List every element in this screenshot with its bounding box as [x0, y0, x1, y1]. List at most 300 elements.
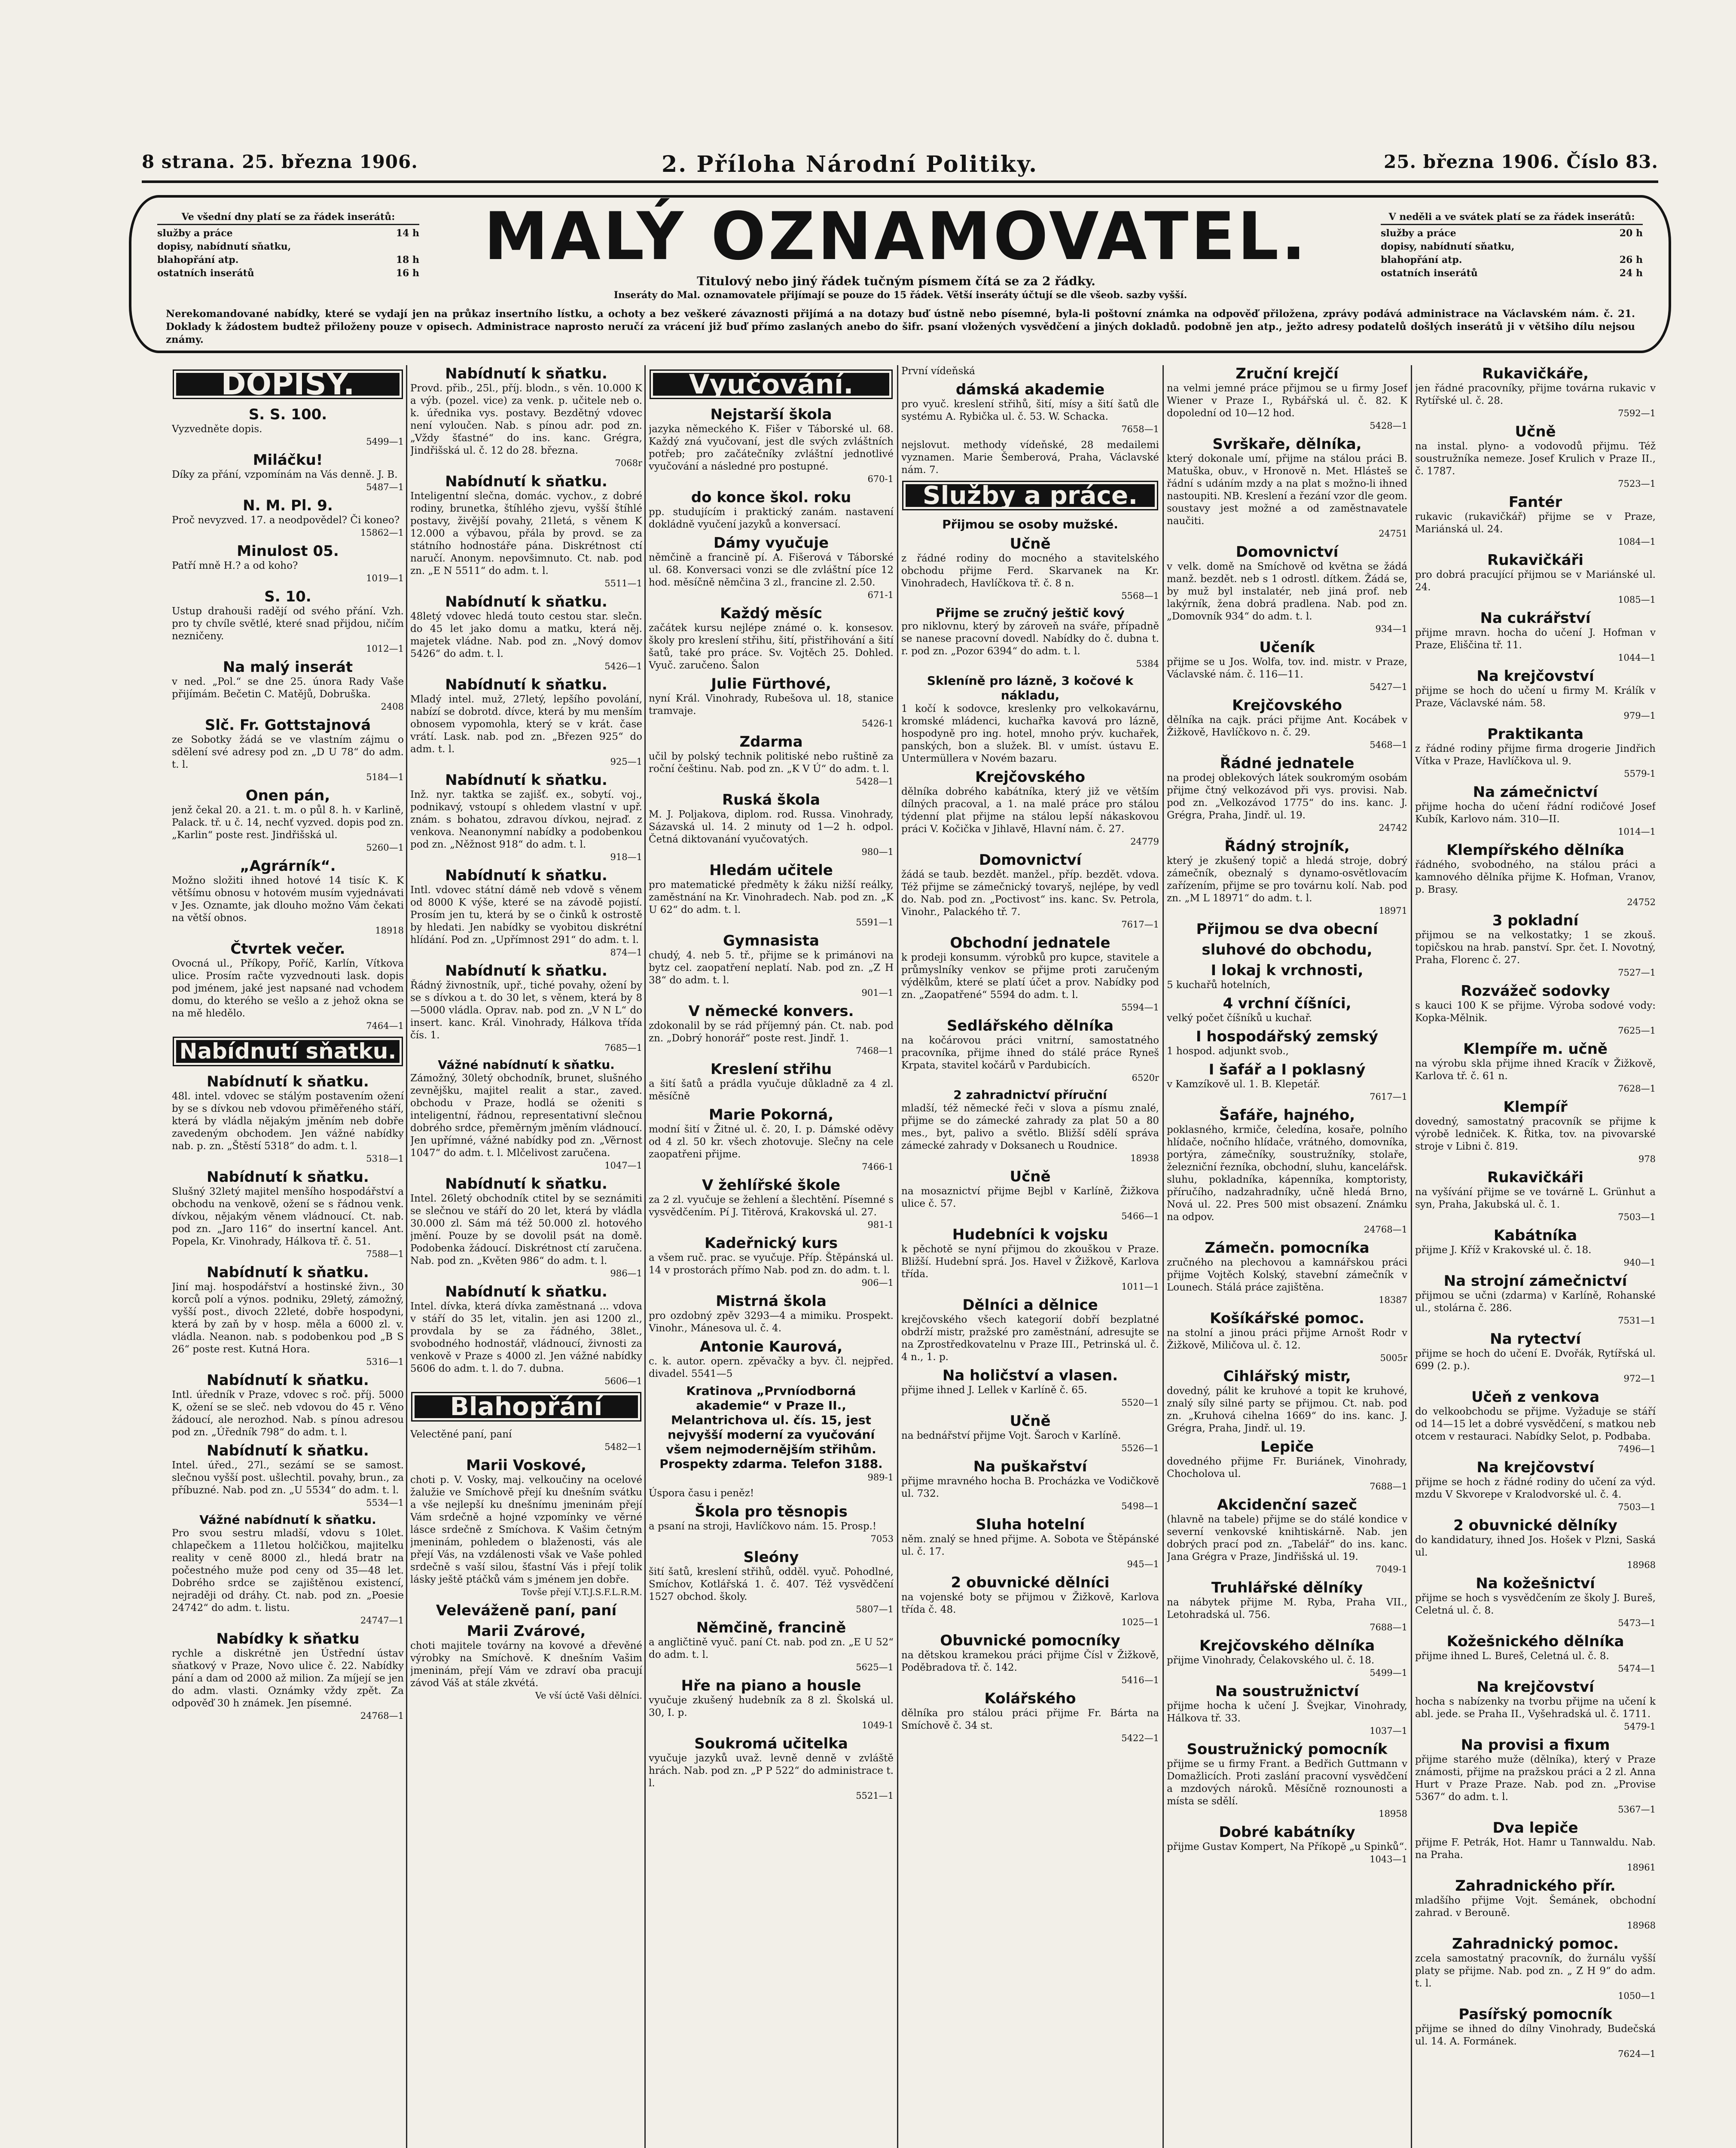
rate-label: dopisy, nabídnutí sňatku, [1381, 241, 1515, 252]
classified-ad [1415, 1678, 1656, 1733]
classified-ad [1167, 995, 1407, 1025]
ad-body: do kandidatury, ihned Jos. Hošek v Plzni, Saská ul. [1415, 1535, 1656, 1558]
classified-ad [1415, 2006, 1656, 2060]
holiday-rates-head: V neděli a ve svátek platí se za řádek inserátů: [1381, 211, 1643, 225]
ad-heading: Rukavičkáři [1487, 1169, 1583, 1186]
ad-body: jenž čekal 20. a 21. t. m. o půl 8. h. v Karlině, Palack. tř. u č. 14, nechť vyzved. dopis pod zn. „Karlin“ poste rest. Jindřišská ul. [172, 805, 404, 841]
ad-heading: Zámečn. pomocníka [1205, 1239, 1370, 1257]
ad-reference: 901—1 [861, 988, 894, 998]
ad-body: 1 hospod. adjunkt svob., [1167, 1046, 1289, 1057]
classified-ad [901, 535, 1159, 602]
classified-ad [901, 1413, 1159, 1455]
classified-ad [649, 791, 894, 858]
ad-heading: Na kožešnictví [1476, 1575, 1595, 1592]
ad-heading: Zdarma [739, 733, 803, 751]
ad-reference: 5520—1 [1121, 1397, 1159, 1408]
ad-body: Patří mně H.? a od koho? [172, 560, 298, 571]
ad-reference: 6520r [1132, 1073, 1159, 1083]
masthead-subtitle-2: Inseráty do Mal. oznamovatele přijímají se pouze do 15 řádek. Větší inseráty účtují se dle všeob. sazby vyšší. [613, 290, 1187, 301]
classified-ad [1167, 838, 1407, 917]
classified-ad [1415, 1517, 1656, 1571]
classified-ad [1167, 1107, 1407, 1236]
classified-ad [649, 489, 894, 531]
classified-ad [901, 1458, 1159, 1513]
ad-heading: Dva lepiče [1492, 1819, 1578, 1837]
ad-body: Slušný 32letý majitel menšího hospodářství a obchodu na venkově, ožení se s řádnou venk. dívkou, nějakým věnem vládnoucí. Ct. nab. pod zn. „Jaro 116“ do insertní kancel. Ant. Popela, Kr. Vinohrady, Hálkova tř. č. 51. [172, 1186, 404, 1247]
classified-ad [1415, 1575, 1656, 1629]
ad-body: přijme hocha k učení J. Švejkar, Vinohrady, Hálkova tř. 33. [1167, 1700, 1407, 1724]
ad-body: žádá se taub. bezdět. manžel., příp. bezdět. vdova. Též přijme se zámečnický tovaryš, nejlépe, by vedl do. Nab. pod zn. „Poctivost“ ins. kanc. Sv. Petrola, Vinohr., Palackého tř. 7. [901, 869, 1159, 918]
classified-ad [901, 1632, 1159, 1687]
classified-ad [410, 1058, 642, 1172]
ad-body: 48l. intel. vdovec se stálým postavením ožení by se s dívkou neb vdovou přiměřeného stáří, která by vládla nějakým jměním neb dobře zavedeným obchodem. Jen vážné nabídky nab. p. zn. „Štěstí 5318“ do adm. t. l. [172, 1091, 404, 1152]
classified-ad [649, 1503, 894, 1545]
ad-body: dělníka pro stálou práci přijme Fr. Bárta na Smíchově č. 34 st. [901, 1708, 1159, 1731]
ad-heading: Kratinova „Prvníodborná akademie“ v Praze II., Melantrichova ul. čís. 15, jest nejvyšší moderní za vyučování všem nejmodernějším střihům. Prospekty zdarma. Telefon 3188. [659, 1384, 883, 1471]
classified-ad [901, 1516, 1159, 1571]
ad-heading: Učně [1010, 1168, 1051, 1185]
ad-body: poklasného, krmiče, čeledína, kosaře, polního hlídače, nočního hlídače, vrátného, domovníka, portýra, zámečníky, soustružníky, stolaře, železniční řezníka, obchodní, sluhu, kancelářsk. sluhu, pokladníka, kápenníka, komptoristy, příručího, nadzahradníky, učně hledá Brno, Nová ul. 22. Pres 500 mist obsazení. Známku na odpov. [1167, 1124, 1407, 1223]
ad-body: a angličtině vyuč. paní Ct. nab. pod zn. „E U 52“ do adm. t. l. [649, 1637, 894, 1660]
ad-reference: 5591—1 [856, 917, 894, 928]
ad-reference: 7588—1 [366, 1249, 404, 1259]
ad-reference: 1043—1 [1370, 1854, 1407, 1864]
ad-reference: 5807—1 [856, 1604, 894, 1614]
ad-heading: I lokaj k vrchnosti, [1211, 962, 1364, 979]
ad-body: přijme se hoch do učení u firmy M. Králík v Praze, Václavské nám. 58. [1415, 685, 1656, 709]
ad-reference: Tovše přejí V.T.J.S.F.L.R.M. [521, 1587, 642, 1597]
ad-body: dovedný, samostatný pracovník se přijme k výrobě ledniček. K. Řitka, tov. na pivovarské stroje v Libni č. 819. [1415, 1116, 1656, 1152]
classified-ad [649, 932, 894, 999]
ad-reference: 918—1 [610, 852, 642, 862]
ad-reference: 5005r [1380, 1353, 1407, 1363]
classified-ad [901, 1690, 1159, 1745]
ad-body: na instal. plyno- a vodovodů přijmu. Též soustružníka nemeze. Josef Krulich v Praze II., č. 1787. [1415, 441, 1656, 477]
ad-reference: 670-1 [867, 474, 894, 484]
classified-ad [1415, 1877, 1656, 1932]
ad-heading: Kadeřnický kurs [705, 1235, 838, 1252]
ad-list [410, 365, 642, 1388]
ad-body: s kauci 100 K se přijme. Výroba sodové vody: Kopka-Mělnik. [1415, 1000, 1656, 1024]
ad-reference: 5579-1 [1624, 769, 1656, 779]
ad-list [1167, 365, 1407, 1866]
classified-ad [1415, 610, 1656, 664]
classified-ad [172, 543, 404, 585]
ad-heading: Učně [1515, 423, 1556, 440]
ad-body: Ovocná ul., Příkopy, Poříč, Karlín, Vítkova ulice. Prosím račte vyzvednouti lask. dopis pod jménem, jaké jest napsané nad vchodem domu, do kterého se vešlo a z jehož okna se na mě hledělo. [172, 958, 404, 1019]
ad-heading: Onen pán, [245, 787, 330, 804]
ad-heading: Ruská škola [722, 791, 820, 809]
rate-label: blahopřání atp. [157, 254, 239, 265]
ad-body: řádného, svobodného, na stálou práci a kamnového dělníka přijme K. Hofman, Vranov, p. Brasy. [1415, 859, 1656, 895]
ad-heading: Nabídnutí k sňatku. [445, 676, 607, 693]
ad-reference: 7658—1 [1121, 424, 1159, 434]
ad-list [410, 1428, 642, 1702]
supplement-title: 2. Příloha Národní Politiky. [662, 151, 1038, 177]
ad-reference: 986—1 [610, 1268, 642, 1278]
ad-heading: Nabídnutí k sňatku. [207, 1169, 369, 1186]
column-6 [1415, 365, 1656, 2148]
ad-heading: Nabídnutí k sňatku. [207, 1372, 369, 1389]
ad-heading: Na strojní zámečnictví [1443, 1272, 1627, 1290]
page-date-right: 25. března 1906. Číslo 83. [1384, 151, 1658, 172]
classified-ad [410, 1283, 642, 1388]
ad-body: na výrobu skla přijme ihned Kracík v Žižkově, Karlova tř. č. 61 n. [1415, 1058, 1656, 1082]
ad-heading: Nabídky k sňatku [216, 1630, 360, 1648]
ad-heading: Krejčovského dělníka [1199, 1637, 1375, 1654]
ad-heading: S. 10. [264, 588, 311, 605]
ad-reference: 18961 [1627, 1862, 1656, 1873]
classified-ad [649, 1677, 894, 1732]
classified-ad [1415, 1272, 1656, 1327]
ad-body: Intel. úřed., 27l., sezámí se se samost. slečnou vyšší post. ušlechtil. povahy, brun., za příbuzné. Nab. pod zn. „U 5534“ do adm. t. l. [172, 1460, 404, 1496]
ad-heading: Kožešnického dělníka [1446, 1633, 1624, 1650]
ad-reference: 940—1 [1623, 1257, 1656, 1268]
ad-heading: Nabídnutí k sňatku. [445, 473, 607, 490]
ad-reference: 1011—1 [1121, 1281, 1159, 1292]
ad-body: Možno složiti ihned hotové 14 tisíc K. K většímu obnosu v hotovém musím vyjednávati v Jes. Oznamte, jak dlouho možno Vám čekati na větší obnos. [172, 875, 404, 924]
ad-heading: Přijmou se osoby mužské. [942, 517, 1118, 531]
ad-body: v Kamzíkově ul. 1. B. Klepetář. [1167, 1079, 1320, 1090]
ad-list [649, 406, 894, 1802]
ad-reference: 1049-1 [862, 1720, 894, 1730]
section-banner-nabidnuti [176, 1040, 400, 1063]
ad-heading: Učně [1010, 1413, 1051, 1430]
ad-heading: Slč. Fr. Gottstajnová [204, 717, 371, 734]
classified-ad [1167, 921, 1407, 938]
rate-value: 20 h [1619, 228, 1643, 239]
ad-heading: 2 zahradnictví příruční [953, 1088, 1107, 1102]
ad-heading: Na krejčovství [1477, 668, 1594, 685]
weekday-rates-head: Ve všední dny platí se za řádek inserátů: [157, 211, 419, 225]
ad-heading: sluhové do obchodu, [1202, 941, 1373, 958]
ad-heading: Na zámečnictví [1473, 784, 1598, 801]
ad-heading: Učeň z venkova [1471, 1388, 1600, 1406]
ad-reference: 18968 [1627, 1920, 1656, 1931]
ad-reference: 24768—1 [1364, 1224, 1407, 1235]
ad-heading: Rukavičkáře, [1482, 365, 1589, 382]
ad-reference: 7592—1 [1618, 408, 1656, 418]
ad-heading: Přijmou se dva obecní [1196, 921, 1378, 938]
ad-body: přijmou se na velkostatky; 1 se zkouš. topičskou na hrab. panství. Spr. čet. I. Novotný, Praha, Florenc č. 27. [1415, 930, 1656, 966]
rate-label: ostatních inserátů [157, 268, 254, 279]
ad-body: přijme mravn. hocha do učení J. Hofman v Praze, Eliščina tř. 11. [1415, 627, 1656, 651]
ad-body: Zámožný, 30letý obchodník, brunet, slušného zevnějšku, majitel realit a star., zaved. obchodu v Praze, hodlá se oženiti s inteligentní, řádnou, representativní slečnou dobrého srdce, přeměrným jměním vládnoucí. Jen upřímné, vážné nabídky pod zn. „Věrnost 1047“ do adm. t. l. Mlčelivost zaručena. [410, 1073, 642, 1159]
rate-label: ostatních inserátů [1381, 268, 1478, 279]
classified-ad [410, 962, 642, 1054]
ad-reference: 5260—1 [366, 842, 404, 853]
ad-heading: Obuvnické pomocníky [940, 1632, 1120, 1649]
ad-heading: Marii Voskové, [466, 1457, 586, 1474]
ad-body: 5 kuchařů hotelních, [1167, 979, 1271, 991]
column-4 [901, 365, 1159, 2148]
column-5 [1167, 365, 1407, 2148]
ad-body: učil by polský technik politiské nebo ruštině za roční češtinu. Nab. pod zn. „K V Ú“ do adm. t. l. [649, 751, 894, 775]
classified-ad [1167, 1239, 1407, 1306]
ad-heading: Nabídnutí k sňatku. [445, 772, 607, 789]
classified-ad [649, 406, 894, 485]
classified-ad [1167, 1061, 1407, 1103]
ad-body: na prodej oblekových látek soukromým osobám přijme čtný velkozávod při vys. provisi. Nab. pod zn. „Velkozávod 1775“ do ins. kanc. J. Grégra, Praha, Jindř. ul. 19. [1167, 772, 1407, 821]
classified-ad [1415, 1330, 1656, 1385]
classified-ad [172, 497, 404, 539]
ad-heading: „Agrárník“. [240, 857, 336, 875]
ad-reference: 5625—1 [856, 1662, 894, 1672]
ad-heading: Akcidenční sazeč [1217, 1496, 1358, 1513]
ad-heading: Skleníně pro lázně, 3 kočové k nákladu, [927, 674, 1134, 702]
ad-heading: S. S. 100. [248, 406, 327, 423]
ad-reference: 1014—1 [1618, 827, 1656, 837]
classified-ad [1167, 365, 1407, 432]
ad-body: pp. studujícím i praktický zanám. nastavení dokládně vyučení jazyků a konversací. [649, 506, 894, 530]
classified-ad [1415, 982, 1656, 1037]
ad-body: dělníka dobrého kabátníka, který již ve větším dílných pracoval, a 1. na malé práce pro stálou týdenní plat přijme na stálou lepší nákaskovou práci V. Kočička v Jihlavě, Hlavní nám. č. 27. [901, 786, 1159, 835]
ad-body: přijme se u firmy Frant. a Bedřich Guttmann v Domažlicích. Proti zaslání pracovní vysvědčení a mzdových nároků. Měsíčně roznounosti a místa se sdělí. [1167, 1758, 1407, 1807]
ad-reference: 7464—1 [366, 1021, 404, 1031]
ad-heading: Mistrná škola [716, 1293, 827, 1310]
ad-body: mladšího přijme Vojt. Šemánek, obchodní zahrad. v Berouně. [1415, 1895, 1656, 1919]
ad-heading: Škola pro těsnopis [695, 1503, 848, 1520]
column-rule [897, 365, 898, 2148]
ad-body: něm. znalý se hned přijme. A. Sobota ve Štěpánské ul. č. 17. [901, 1534, 1159, 1557]
ad-heading: Domovnictví [1236, 543, 1339, 561]
ad-body: Provd. přib., 25l., příj. blodn., s věn. 10.000 K a výb. (pozel. vice) za venk. p. učitele neb o. k. úřednika vys. postavy. Bezdětný vdovec není vyloučen. Nab. s pínou adr. pod zn. „Vždy šťastné“ do ins. kanc. Grégra, Jindřišská ul. č. 12 do 28. března. [410, 383, 642, 456]
ad-reference: 5479-1 [1624, 1721, 1656, 1732]
masthead [129, 195, 1671, 353]
classified-ad [901, 381, 1159, 436]
classified-ad [649, 1177, 894, 1231]
masthead-title: MALÝ OZNAMOVATEL. [484, 198, 1309, 275]
weekday-rates-table [157, 211, 419, 280]
ad-heading: Hudebníci k vojsku [952, 1226, 1108, 1243]
ad-body: a šití šatů a prádla vyučuje důkladně za 4 zl. měsíčně [649, 1078, 894, 1102]
classified-ad [1167, 1310, 1407, 1364]
ad-body: Pro svou sestru mladší, vdovu s 10let. chlapečkem a 11letou holčičkou, majitelku reality v ceně 8000 zl., hledá bratr na počestného muže pod ceny od 35—48 let. Dobrého srdce se zajištěnou existencí, nejraději od dráhy. Ct. nab. pod zn. „Poesie 24742“ do adm. t. listu. [172, 1528, 404, 1614]
ad-reference: 978 [1638, 1154, 1656, 1164]
classified-ad [1167, 1368, 1407, 1435]
ad-list [901, 517, 1159, 1745]
ad-heading: Gymnasista [723, 932, 819, 949]
section-title: Služby a práce. [922, 481, 1138, 510]
classified-ad [1415, 842, 1656, 909]
ad-heading: Fantér [1508, 494, 1562, 511]
column-rule [1411, 365, 1412, 2148]
ad-body: modní šití v Žitné ul. č. 20, I. p. Dámské oděvy od 4 zl. 50 kr. všech zhotovuje. Slečny na cele zaopatřeni přijme. [649, 1124, 894, 1160]
ad-reference: 5428—1 [856, 776, 894, 787]
ad-body: První vídeňská [901, 366, 975, 377]
ad-reference: 5384 [1136, 659, 1159, 669]
classified-ad [172, 717, 404, 784]
ad-heading: Kabátníka [1493, 1227, 1577, 1244]
ad-heading: Sluha hotelní [976, 1516, 1085, 1533]
ad-body: choti p. V. Vosky, maj. velkoučiny na ocelové žalužie ve Smíchově přejí ku dnešním svátku a vše nejlepší ku dnešnímu jmeninám přejí Vám srdečně a hojné vzpomínky ve věrné lásce srdečně z Smíchova. K Vašim četným jmeninám, pohledem o blaženosti, vás ale přejí Vás, na vzdálenosti však ve Vaše pohled srdečně s vaší silou, šťastní Vás i přejí tolik lásky ještě ptáčků vám s jménem jen dobře. [410, 1474, 642, 1585]
classified-ad [649, 1338, 894, 1380]
ad-body: na mosaznictví přijme Bejbl v Karlíně, Žižkova ulice č. 57. [901, 1186, 1159, 1209]
ad-body: němčině a francině pí. A. Fišerová v Táborské ul. 68. Konversaci vonzi se dle zvláštní píce 12 hod. měsíčně němčina 3 zl., francine zl. 2.50. [649, 552, 894, 588]
ad-heading: Klempíř [1503, 1098, 1568, 1116]
rate-label: služby a práce [157, 228, 233, 239]
classified-ad [649, 1003, 894, 1057]
ad-body: Úspora času i peněz! [649, 1488, 754, 1499]
ad-body: přijme se hoch z řádné rodiny do učení za výd. mzdu V Skvorepe v Kralodvorské ul. č. 4. [1415, 1477, 1656, 1500]
ad-reference: 5482—1 [604, 1442, 642, 1452]
rate-value: 18 h [396, 254, 419, 265]
ad-body: šití šatů, kreslení střihů, odděl. vyuč. Pohodlné, Smíchov, Kotlářská 1. č. 407. Též vysvědčení 1527 obchod. školy. [649, 1566, 894, 1602]
page-date-left: 8 strana. 25. března 1906. [142, 151, 418, 172]
ad-heading: 3 pokladní [1492, 912, 1579, 929]
rate-label: blahopřání atp. [1381, 254, 1462, 265]
classified-ad [410, 1175, 642, 1280]
ad-body: dovedného přijme Fr. Buriánek, Vinohrady, Chocholova ul. [1167, 1456, 1407, 1480]
ad-body: dovedný, pálit ke kruhové a topit ke kruhové, znalý síly silné party se přijmou. Ct. nab. pod zn. „Kruhová cihelna 1669“ do ins. kanc. J. Grégra, Praha, Jindř. ul. 19. [1167, 1385, 1407, 1434]
classified-ad [649, 1549, 894, 1616]
ad-heading: Nabídnutí k sňatku. [207, 1073, 369, 1090]
classified-ad [172, 588, 404, 655]
column-1 [172, 365, 404, 2148]
ad-heading: Na soustružnictví [1215, 1683, 1359, 1700]
ad-reference: 5526—1 [1121, 1443, 1159, 1453]
ad-heading: Julie Fürthové, [711, 675, 831, 693]
ad-heading: Klempíře m. učně [1463, 1040, 1608, 1058]
ad-reference: 18387 [1379, 1295, 1407, 1305]
ad-reference: 7624—1 [1618, 2049, 1656, 2059]
classified-ad [1415, 1169, 1656, 1224]
ad-body: velký počet číšníků u kuchař. [1167, 1013, 1312, 1024]
classified-ad [901, 934, 1159, 1014]
ad-reference: 7527—1 [1618, 967, 1656, 978]
ad-reference: 7053 [870, 1534, 894, 1544]
ad-body: krejčovského všech kategorií dobří bezplatné obdrží mistr, pražské pro zaměstnání, adresujte se na Zprostředkovatelnu v Praze III., Petrinská ul. č. 4 n., 1. p. [901, 1314, 1159, 1363]
ad-reference: 5568—1 [1121, 591, 1159, 601]
classified-ad [172, 857, 404, 937]
ad-heading: Přijme se zručný ještič kový [936, 606, 1125, 620]
classified-ad [172, 1264, 404, 1368]
ad-heading: Dámy vyučuje [713, 534, 829, 552]
classified-ad [1415, 1736, 1656, 1816]
ad-body: na stolní a jinou práci přijme Arnošt Rodr v Žižkově, Miličova ul. č. 12. [1167, 1327, 1407, 1351]
ad-reference: 906—1 [861, 1278, 894, 1288]
classified-ad [1415, 552, 1656, 606]
ad-heading: Nabídnutí k sňatku. [445, 1175, 607, 1193]
ad-body: vyučuje jazyků uvaž. levně denně v zvláště hrách. Nab. pod zn. „P P 522“ do administrace t. l. [649, 1753, 894, 1789]
ad-reference: 981-1 [867, 1220, 894, 1230]
ad-heading: do konce škol. roku [691, 489, 851, 506]
ad-heading: Kolářského [984, 1690, 1076, 1707]
classified-ad [410, 772, 642, 863]
ad-reference: 5367—1 [1618, 1804, 1656, 1815]
rate-value: 14 h [396, 228, 419, 239]
ad-body: Ustup drahouši radějí od svého přání. Vzh. pro ty chvíle světlé, které snad přijdou, ničím nezničeny. [172, 606, 404, 642]
classified-ad [1167, 1683, 1407, 1737]
ad-body: ze Sobotky žádá se ve vlastním zájmu o sdělení své adresy pod zn. „D U 78“ do adm. t. l. [172, 734, 404, 770]
ad-heading: Každý měsíc [720, 605, 822, 622]
ad-body: vyučuje zkušený hudebník za 8 zl. Školská ul. 30, I. p. [649, 1695, 894, 1718]
ad-body: Velectěné paní, paní [410, 1429, 512, 1440]
ad-body: zcela samostatný pracovník, do žurnálu vyšší platy se přijme. Nab. pod zn. „ Z H 9“ do adm. t. l. [1415, 1953, 1656, 1989]
ad-reference: 1012—1 [366, 644, 404, 654]
ad-reference: 925—1 [610, 757, 642, 767]
classified-ad [1415, 1935, 1656, 2002]
ad-reference: 5427—1 [1370, 682, 1407, 692]
classified-ad [901, 1574, 1159, 1629]
ad-body: přijme F. Petrák, Hot. Hamr u Tannwaldu. Nab. na Praha. [1415, 1837, 1656, 1861]
ad-heading: Antonie Kaurová, [699, 1338, 843, 1355]
classified-ad [1167, 1438, 1407, 1493]
ad-heading: Soukromá učitelka [694, 1735, 848, 1752]
column-rule [1162, 365, 1164, 2148]
ad-reference: 7531—1 [1618, 1315, 1656, 1326]
ad-body: jen řádné pracovníky, přijme továrna rukavic v Rytířské ul. č. 28. [1415, 383, 1656, 406]
classified-ad [1415, 1098, 1656, 1166]
ad-heading: Lepiče [1260, 1438, 1314, 1455]
ad-body: na dětskou kramekou práci přijme Čísl v Žižkově, Poděbradova tř. č. 142. [901, 1650, 1159, 1673]
ad-body: jazyka německého K. Fišer v Táborské ul. 68. Každý zná vyučovaní, jest dle svých zvláštních potřeb; pro začátečníky zvláštní jednotlivé vyučování a následné pro postupné. [649, 424, 894, 472]
ad-reference: 24752 [1627, 897, 1656, 907]
classified-ad [1415, 1633, 1656, 1675]
ad-reference: 7049-1 [1376, 1564, 1407, 1574]
ad-reference: 7617—1 [1370, 1092, 1407, 1102]
header-rule [142, 180, 1658, 183]
ad-list [1415, 365, 1656, 2060]
ad-reference: 5487—1 [366, 482, 404, 492]
classified-ad [1167, 1824, 1407, 1866]
ad-heading: Veleváženě paní, paní [436, 1602, 617, 1619]
ad-heading: Nabídnutí k sňatku. [445, 962, 607, 979]
ad-heading: Truhlářské dělníky [1211, 1579, 1363, 1596]
classified-ad [410, 1602, 642, 1619]
section-banner-sluzby [906, 481, 1155, 510]
ad-heading: Sleóny [743, 1549, 799, 1566]
ad-heading: Na puškařství [973, 1458, 1087, 1475]
ad-body: začátek kursu nejlépe známé o. k. konsesov. školy pro kreslení střihu, šití, přistřihování a šití šatů, také pro práce. Sv. Vojtěch 25. Dohled. Vyuč. zaručeno. Šalon [649, 622, 894, 671]
ad-heading: Na cukrářství [1480, 610, 1591, 627]
ad-body: na vojenské boty se přijmou v Žižkově, Karlova třída č. 48. [901, 1592, 1159, 1615]
ad-body: do velkoobchodu se přijme. Vyžaduje se stáří od 14—15 let a dobré vysvědčení, s matkou neb otcem v restauraci. Nabídky Selot, p. Podbaba. [1415, 1406, 1656, 1442]
ad-body: Jiní maj. hospodářství a hostinské živn., 30 korců polí a výnos. podniku, 29letý, zámožný, vyšší post., divoch 22leté, dobře hospodyni, která by zaň by v hosp. měla a 6000 zl. v. vládla. Neanon. nab. s podobenkou pod „B S 26“ poste rest. Kutná Hora. [172, 1281, 404, 1355]
ad-heading: Praktikanta [1487, 726, 1584, 743]
ad-heading: Na holičství a vlasen. [942, 1367, 1118, 1384]
ad-heading: Řádný strojník, [1224, 838, 1350, 855]
classified-ad [649, 1735, 894, 1802]
ad-reference: 18971 [1379, 906, 1407, 916]
ad-body: zručného na plechovou a kamnářskou práci přijme Vojtěch Kolský, stavební zámečník v Lounech. Stálá práce zajištěna. [1167, 1257, 1407, 1293]
ad-reference: 5473—1 [1618, 1618, 1656, 1628]
ad-body: Řádný živnostník, upř., tiché povahy, ožení by se s dívkou a t. do 30 let, s věnem, která by 8—5000 vládla. Oprav. nab. pod zn. „V N L“ do insert. kanc. Král. Vinohrady, Hálkova třída čís. 1. [410, 980, 642, 1041]
classified-ad [1167, 962, 1407, 992]
ad-body: Inteligentní slečna, domác. vychov., z dobré rodiny, brunetka, štíhlého zjevu, vyšší štíhlé postavy, živější povahy, 21letá, s věnem K 12.000 a výbavou, přála by provd. se za státního hodnostáře pána. Diskrétnost ctí naručí. Anonym. nepovšimnuto. Ct. nab. pod zn. „E N 5511“ do adm. t. l. [410, 491, 642, 577]
classified-ad [172, 1630, 404, 1722]
ad-body: M. J. Poljakova, diplom. rod. Russa. Vinohrady, Sázavská ul. 14. 2 minuty od 1—2 h. odpol. Četná diktovanání vyučovatých. [649, 809, 894, 845]
ad-reference: 5422—1 [1121, 1733, 1159, 1743]
ad-reference: 5316—1 [366, 1357, 404, 1367]
column-rule [406, 365, 407, 2148]
classified-ad [1415, 1227, 1656, 1269]
ad-reference: 7688—1 [1370, 1481, 1407, 1492]
ad-reference: 7466-1 [862, 1162, 894, 1172]
ad-heading: Na rytectví [1490, 1330, 1581, 1348]
ad-reference: 7503—1 [1618, 1212, 1656, 1222]
ad-body: přijme se hoch s vysvědčením ze školy J. Bureš, Celetná ul. č. 8. [1415, 1593, 1656, 1616]
ad-body: Proč nevyzved. 17. a neodpovědel? Či koneo? [172, 515, 400, 526]
ad-heading: Zahradnický pomoc. [1452, 1935, 1619, 1953]
classified-ad [649, 1235, 894, 1289]
ad-heading: 2 obuvnické dělníky [1453, 1517, 1617, 1534]
ad-body: a psaní na stroji, Havlíčkovo nám. 15. Prosp.! [649, 1521, 877, 1532]
ad-reference: 934—1 [1375, 624, 1407, 634]
ad-heading: Hře na piano a housle [681, 1677, 861, 1694]
classified-ad [172, 940, 404, 1032]
ad-reference: 2408 [381, 702, 404, 712]
